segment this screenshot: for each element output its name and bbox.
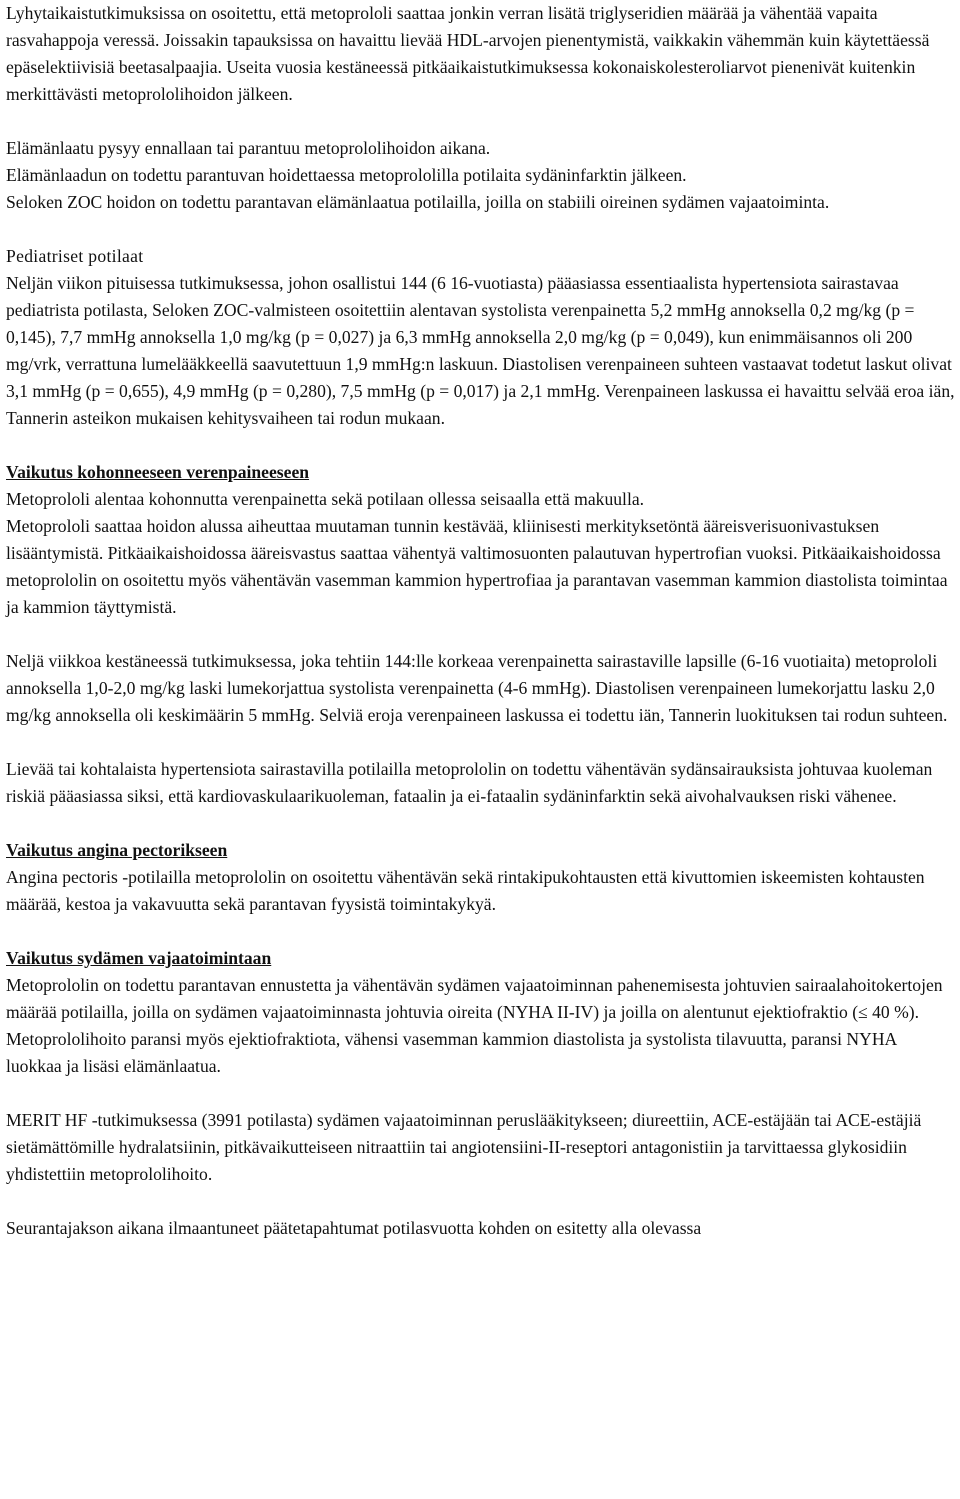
quality-of-life-infarction-sentence: Elämänlaadun on todettu parantuvan hoidettaessa metoprololilla potilaita sydäninfarktin jälkeen. [6, 165, 687, 185]
hypertension-paragraph-4: Lievää tai kohtalaista hypertensiota sairastavilla potilailla metoprololin on todettu vähentävän sydänsairauksista johtuvaa kuoleman riskiä pääasiassa siksi, että kardiovaskulaarikuoleman, fataalin ja ei-fataalin sydäninfarktin sekä aivohalvauksen riski vähenee. [6, 759, 933, 806]
pediatric-paragraph: Neljän viikon pituisessa tutkimuksessa, johon osallistui 144 (6 16-vuotiasta) pääasiassa essentiaalista hypertensiota sairastavaa pediatrista potilasta, Seloken ZOC-valmisteen osoitettiin alentavan systolista verenpainetta 5,2 mmHg annoksella 0,2 mg/kg (p = 0,145), 7,7 mmHg annoksella 1,0 mg/kg (p = 0,027) ja 6,3 mmHg annoksella 2,0 mg/kg (p = 0,049), kun enimmäisannos oli 200 mg/vrk, verrattuna lumelääkkeellä saavutettuun 1,9 mmHg:n laskuun. Diastolisen verenpaineen suhteen vastaavat todetut laskut olivat 3,1 mmHg (p = 0,655), 4,9 mmHg (p = 0,280), 7,5 mmHg (p = 0,017) ja 2,1 mmHg. Verenpaineen laskussa ei havaittu selvää eroa iän, Tannerin asteikon mukaisen kehitysvaiheen tai rodun mukaan. [6, 273, 955, 428]
document-page [6, 0, 956, 1242]
angina-paragraph: Angina pectoris -potilailla metoprololin on osoitettu vähentävän sekä rintakipukohtausten että kivuttomien iskeemisten kohtausten määrää, kestoa ja vakavuutta sekä parantavan fyysistä toimintakykyä. [6, 867, 925, 914]
spacer [6, 729, 956, 756]
spacer [6, 621, 956, 648]
spacer [6, 432, 956, 459]
quality-of-life-sentence: Elämänlaatu pysyy ennallaan tai parantuu metoprololihoidon aikana. [6, 138, 491, 158]
hypertension-paragraph-1: Metoprololi alentaa kohonnutta verenpainetta sekä potilaan ollessa seisaalla että makuulla. [6, 489, 645, 509]
pediatric-section-title: Pediatriset potilaat [6, 246, 144, 266]
hypertension-paragraph-2: Metoprololi saattaa hoidon alussa aiheuttaa muutaman tunnin kestävää, kliinisesti merkityksetöntä ääreisverisuonivastuksen lisääntymistä. Pitkäaikaishoidossa ääreisvastus saattaa vähentyä valtimosuonten palautuvan hypertrofian vuoksi. Pitkäaikaishoidossa metoprololin on osoitettu myös vähentävän vasemman kammion hypertrofiaa ja parantavan vasemman kammion diastolista toimintaa ja kammion täyttymistä. [6, 516, 948, 617]
spacer [6, 1080, 956, 1107]
seloken-zoc-heart-failure-sentence: Seloken ZOC hoidon on todettu parantavan elämänlaatua potilailla, joilla on stabiili oireinen sydämen vajaatoiminta. [6, 192, 830, 212]
spacer [6, 1188, 956, 1215]
spacer [6, 108, 956, 135]
hypertension-section-heading: Vaikutus kohonneeseen verenpaineeseen [6, 462, 310, 482]
lipid-paragraph: Lyhytaikaistutkimuksissa on osoitettu, että metoprololi saattaa jonkin verran lisätä triglyseridien määrää ja vähentää vapaita rasvahappoja veressä. Joissakin tapauksissa on havaittu lievää HDL-arvojen pienentymistä, vaikkakin vähemmän kuin käytettäessä epäselektiivisiä beetasalpaajia. Useita vuosia kestäneessä pitkäaikaistutkimuksessa kokonaiskolesteroliarvot pienenivät kuitenkin merkittävästi metoprololihoidon jälkeen. [6, 3, 930, 104]
spacer [6, 216, 956, 243]
merit-hf-paragraph: MERIT HF -tutkimuksessa (3991 potilasta) sydämen vajaatoiminnan peruslääkitykseen; diureettiin, ACE-estäjään tai ACE-estäjiä sietämättömille hydralatsiinin, pitkävaikutteiseen nitraattiin tai angiotensiini-II-reseptori antagonistiin ja tarvittaessa glykosidiin yhdistettiin metoprololihoito. [6, 1110, 922, 1184]
heart-failure-paragraph-1: Metoprololin on todettu parantavan ennustetta ja vähentävän sydämen vajaatoiminnan pahenemisesta johtuvien sairaalahoitokertojen määrää potilailla, joilla on sydämen vajaatoiminnasta johtuvia oireita (NYHA II-IV) ja joilla on alentunut ejektiofraktio (≤ 40 %). Metoprololihoito paransi myös ejektiofraktiota, vähensi vasemman kammion diastolista ja systolista tilavuutta, paransi NYHA luokkaa ja lisäsi elämänlaatua. [6, 975, 943, 1076]
follow-up-paragraph: Seurantajakson aikana ilmaantuneet päätetapahtumat potilasvuotta kohden on esitetty alla olevassa [6, 1218, 702, 1238]
spacer [6, 918, 956, 945]
angina-section-heading: Vaikutus angina pectorikseen [6, 840, 228, 860]
heart-failure-section-heading: Vaikutus sydämen vajaatoimintaan [6, 948, 272, 968]
hypertension-paragraph-3: Neljä viikkoa kestäneessä tutkimuksessa, joka tehtiin 144:lle korkeaa verenpainetta sairastaville lapsille (6-16 vuotiaita) metoprololi annoksella 1,0-2,0 mg/kg laski lumekorjattua systolista verenpainetta (4-6 mmHg). Diastolisen verenpaineen lumekorjattu lasku 2,0 mg/kg annoksella oli keskimäärin 5 mmHg. Selviä eroja verenpaineen laskussa ei todettu iän, Tannerin luokituksen tai rodun suhteen. [6, 651, 948, 725]
spacer [6, 810, 956, 837]
